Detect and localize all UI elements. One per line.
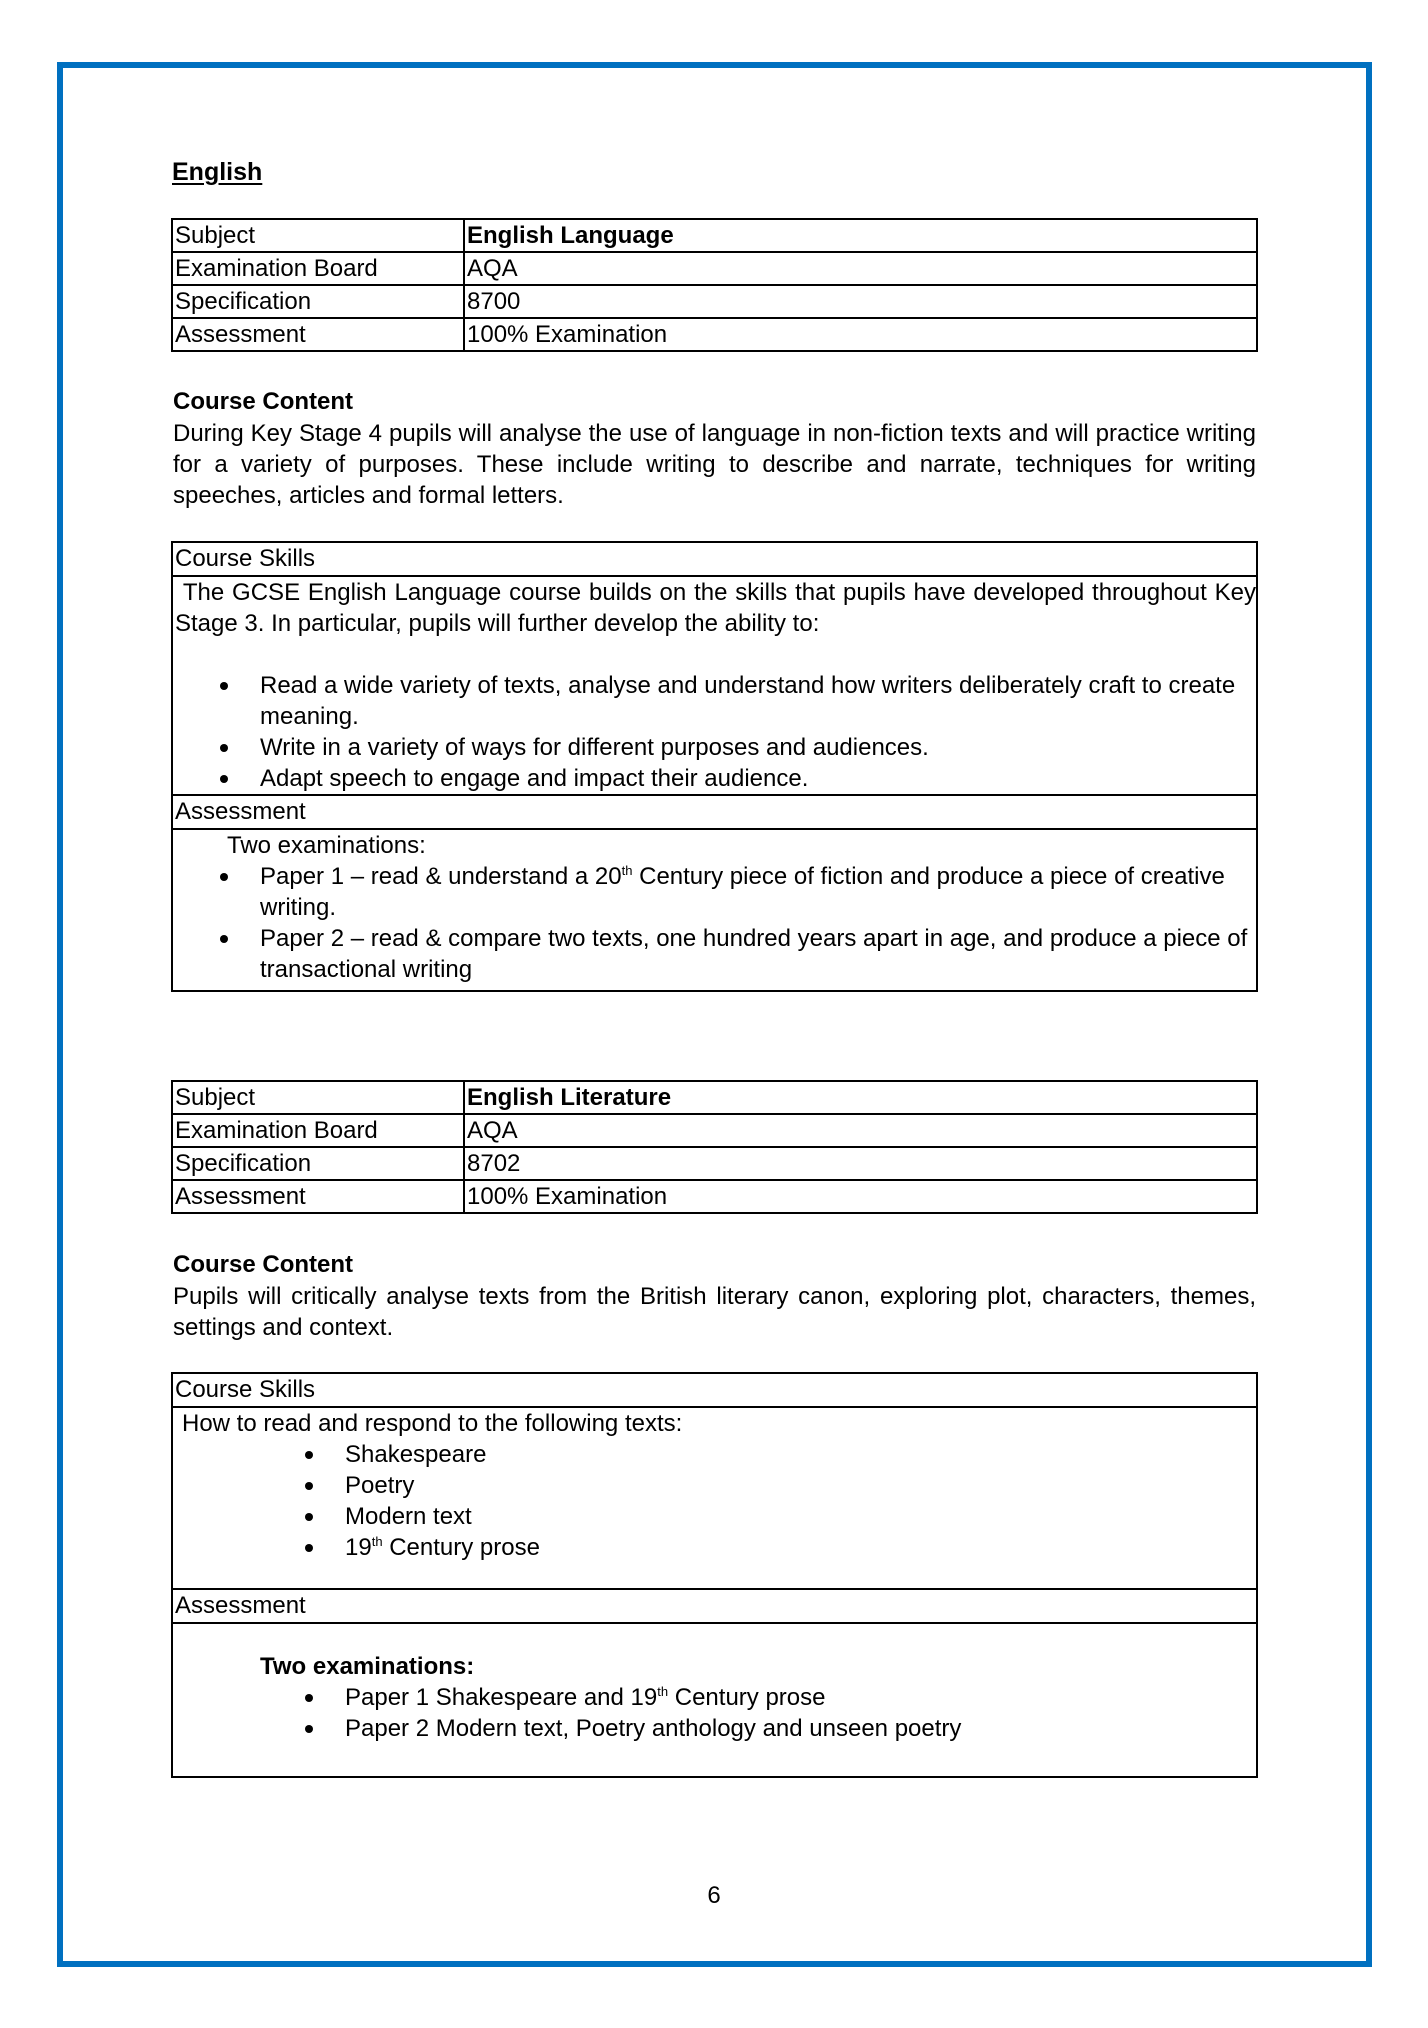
list-item: Adapt speech to engage and impact their audience. — [173, 763, 1256, 794]
skills-intro: How to read and respond to the following texts: — [182, 1410, 683, 1437]
info-label: Specification — [172, 1147, 464, 1180]
literature-skills-box — [171, 1372, 1258, 1778]
table-row — [172, 1180, 1257, 1213]
bullet-icon — [305, 1694, 313, 1702]
bullet-icon — [305, 1544, 313, 1552]
skills-list — [173, 670, 1256, 794]
table-row — [172, 252, 1257, 285]
exam-board-value: AQA — [464, 1114, 1257, 1147]
assessment-intro: Two examinations: — [260, 1653, 475, 1680]
info-label: Specification — [172, 285, 464, 318]
assessment-list — [173, 1682, 1256, 1744]
specification-value: 8702 — [464, 1147, 1257, 1180]
table-row — [172, 1147, 1257, 1180]
skills-intro: The GCSE English Language course builds on the skills that pupils have developed throughout Key Stage 3. In particular, pupils will further develop the ability to: — [175, 579, 1263, 637]
list-item: Write in a variety of ways for different purposes and audiences. — [173, 732, 1256, 763]
assessment-body — [173, 1624, 1256, 1776]
bullet-icon — [220, 744, 228, 752]
list-item: Shakespeare — [173, 1439, 1256, 1470]
assessment-body — [173, 830, 1256, 990]
info-label: Examination Board — [172, 252, 464, 285]
bullet-icon — [305, 1451, 313, 1459]
course-content-title: Course Content — [173, 1251, 353, 1278]
table-row — [172, 1114, 1257, 1147]
skills-list — [173, 1439, 1256, 1563]
course-content-text: During Key Stage 4 pupils will analyse the use of language in non-fiction texts and will practice writing for a variety of purposes. These include writing to describe and narrate, techniques for writing speeches, articles and formal letters. — [173, 420, 1256, 509]
assessment-intro: Two examinations: — [227, 832, 426, 859]
course-content-title: Course Content — [173, 388, 353, 415]
assessment-value: 100% Examination — [464, 318, 1257, 351]
skills-title: Course Skills — [173, 1374, 1256, 1408]
assessment-title: Assessment — [173, 794, 1256, 830]
info-label: Assessment — [172, 1180, 464, 1213]
language-skills-box — [171, 541, 1263, 992]
info-label: Subject — [172, 1081, 464, 1114]
page-number: 6 — [707, 1882, 721, 1909]
assessment-list — [173, 861, 1256, 985]
literature-info-table — [171, 1080, 1258, 1214]
list-item: Modern text — [173, 1501, 1256, 1532]
assessment-title: Assessment — [173, 1588, 1256, 1624]
list-item: Read a wide variety of texts, analyse and understand how writers deliberately craft to create meaning. — [173, 670, 1256, 732]
language-info-table — [171, 218, 1258, 352]
exam-board-value: AQA — [464, 252, 1257, 285]
table-row — [172, 285, 1257, 318]
bullet-icon — [220, 935, 228, 943]
skills-body — [173, 1408, 1256, 1588]
list-item: 19th Century prose — [173, 1532, 1256, 1563]
specification-value: 8700 — [464, 285, 1257, 318]
subject-value: English Literature — [464, 1081, 1257, 1114]
bullet-icon — [220, 682, 228, 690]
section-heading: English — [172, 158, 263, 186]
list-item: Paper 1 Shakespeare and 19th Century prose — [173, 1682, 1256, 1713]
table-row — [172, 219, 1257, 252]
list-item: Paper 2 – read & compare two texts, one hundred years apart in age, and produce a piece of transactional writing — [173, 923, 1256, 985]
list-item: Paper 2 Modern text, Poetry anthology and unseen poetry — [173, 1713, 1256, 1744]
table-row — [172, 1081, 1257, 1114]
bullet-icon — [305, 1725, 313, 1733]
info-label: Examination Board — [172, 1114, 464, 1147]
subject-value: English Language — [464, 219, 1257, 252]
table-row — [172, 318, 1257, 351]
skills-body — [173, 577, 1263, 794]
list-item: Paper 1 – read & understand a 20th Century piece of fiction and produce a piece of creative writing. — [173, 861, 1256, 923]
assessment-value: 100% Examination — [464, 1180, 1257, 1213]
bullet-icon — [220, 775, 228, 783]
bullet-icon — [305, 1513, 313, 1521]
bullet-icon — [305, 1482, 313, 1490]
skills-title: Course Skills — [173, 543, 1256, 577]
course-content-text: Pupils will critically analyse texts from the British literary canon, exploring plot, characters, themes, settings and context. — [173, 1283, 1256, 1341]
info-label: Assessment — [172, 318, 464, 351]
info-label: Subject — [172, 219, 464, 252]
bullet-icon — [220, 873, 228, 881]
list-item: Poetry — [173, 1470, 1256, 1501]
